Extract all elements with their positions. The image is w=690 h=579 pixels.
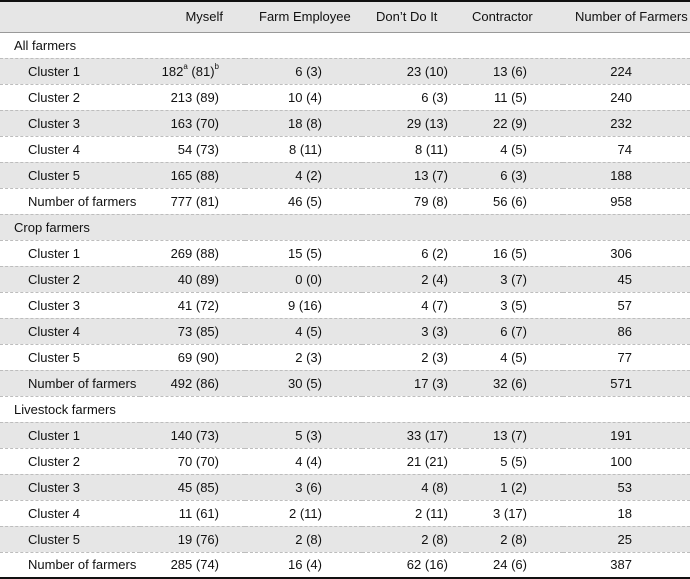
row-label: Cluster 3	[0, 110, 140, 136]
table-row	[0, 240, 690, 266]
cell-farm-employee: 4 (5)	[245, 318, 362, 344]
footnote-marker-b: b	[214, 62, 219, 72]
cell-dont-do-it: 4 (7)	[362, 292, 466, 318]
cell-dont-do-it: 33 (17)	[362, 422, 466, 448]
table-row	[0, 370, 690, 396]
cell-dont-do-it: 29 (13)	[362, 110, 466, 136]
cell-contractor: 3 (17)	[466, 500, 563, 526]
row-label: Cluster 4	[0, 136, 140, 162]
row-label: Cluster 5	[0, 162, 140, 188]
cell-myself: 165 (88)	[140, 162, 245, 188]
cell-farm-employee: 2 (8)	[245, 526, 362, 552]
cell-farm-employee: 0 (0)	[245, 266, 362, 292]
cell-dont-do-it: 3 (3)	[362, 318, 466, 344]
cell-dont-do-it: 13 (7)	[362, 162, 466, 188]
row-label: Cluster 1	[0, 58, 140, 84]
cell-number-of-farmers: 571	[563, 370, 690, 396]
cell-myself: 19 (76)	[140, 526, 245, 552]
table-body	[0, 32, 690, 578]
cell-myself: 140 (73)	[140, 422, 245, 448]
cell-contractor: 2 (8)	[466, 526, 563, 552]
cell-dont-do-it: 79 (8)	[362, 188, 466, 214]
table-row	[0, 526, 690, 552]
cell-number-of-farmers: 57	[563, 292, 690, 318]
cell-farm-employee: 46 (5)	[245, 188, 362, 214]
header-farm-employee: Farm Employee	[259, 9, 351, 25]
cell-contractor: 4 (5)	[466, 136, 563, 162]
cell-contractor: 6 (3)	[466, 162, 563, 188]
cell-dont-do-it: 6 (2)	[362, 240, 466, 266]
table-row	[0, 110, 690, 136]
cell-number-of-farmers: 86	[563, 318, 690, 344]
header-dont-do-it: Don’t Do It	[376, 9, 438, 25]
cell-farm-employee: 2 (3)	[245, 344, 362, 370]
cell-number-of-farmers: 191	[563, 422, 690, 448]
row-label: Cluster 5	[0, 526, 140, 552]
cell-farm-employee: 15 (5)	[245, 240, 362, 266]
cell-number-of-farmers: 25	[563, 526, 690, 552]
cell-contractor: 5 (5)	[466, 448, 563, 474]
table-row	[0, 448, 690, 474]
header-contractor: Contractor	[472, 9, 533, 25]
table-row	[0, 318, 690, 344]
cell-farm-employee: 16 (4)	[245, 552, 362, 578]
cell-contractor: 24 (6)	[466, 552, 563, 578]
cell-dont-do-it: 62 (16)	[362, 552, 466, 578]
cell-contractor: 32 (6)	[466, 370, 563, 396]
cell-myself: 492 (86)	[140, 370, 245, 396]
row-label: Cluster 2	[0, 84, 140, 110]
table-row	[0, 552, 690, 578]
cell-farm-employee: 2 (11)	[245, 500, 362, 526]
cell-number-of-farmers: 387	[563, 552, 690, 578]
row-label: Number of farmers	[0, 188, 140, 214]
cell-number-of-farmers: 306	[563, 240, 690, 266]
cell-myself: 285 (74)	[140, 552, 245, 578]
cell-number-of-farmers: 74	[563, 136, 690, 162]
cell-farm-employee: 3 (6)	[245, 474, 362, 500]
cell-myself: 163 (70)	[140, 110, 245, 136]
footnote-marker-a: a	[183, 62, 188, 72]
cell-contractor: 56 (6)	[466, 188, 563, 214]
cell-farm-employee: 10 (4)	[245, 84, 362, 110]
row-label: Cluster 5	[0, 344, 140, 370]
cell-number-of-farmers: 77	[563, 344, 690, 370]
cell-contractor: 1 (2)	[466, 474, 563, 500]
cell-contractor: 3 (5)	[466, 292, 563, 318]
table-row	[0, 422, 690, 448]
table-row	[0, 344, 690, 370]
row-label: Cluster 1	[0, 422, 140, 448]
cell-myself: 41 (72)	[140, 292, 245, 318]
cell-myself: 45 (85)	[140, 474, 245, 500]
cell-myself: 70 (70)	[140, 448, 245, 474]
cell-myself: 213 (89)	[140, 84, 245, 110]
cell-number-of-farmers: 18	[563, 500, 690, 526]
row-label: Cluster 2	[0, 266, 140, 292]
section-header-row	[0, 214, 690, 240]
cell-dont-do-it: 4 (8)	[362, 474, 466, 500]
cell-farm-employee: 4 (4)	[245, 448, 362, 474]
cell-myself: 73 (85)	[140, 318, 245, 344]
cell-number-of-farmers: 240	[563, 84, 690, 110]
cell-myself: 69 (90)	[140, 344, 245, 370]
cell-contractor: 22 (9)	[466, 110, 563, 136]
cell-dont-do-it: 6 (3)	[362, 84, 466, 110]
cell-percent: (81)	[191, 63, 215, 79]
row-label: Cluster 4	[0, 500, 140, 526]
table-header	[0, 1, 690, 32]
cell-dont-do-it: 21 (21)	[362, 448, 466, 474]
row-label: Cluster 2	[0, 448, 140, 474]
cell-contractor: 13 (6)	[466, 58, 563, 84]
cell-myself: 777 (81)	[140, 188, 245, 214]
table-row	[0, 58, 690, 84]
cell-farm-employee: 18 (8)	[245, 110, 362, 136]
cell-number-of-farmers: 188	[563, 162, 690, 188]
cell-dont-do-it: 2 (4)	[362, 266, 466, 292]
table-row	[0, 136, 690, 162]
table-row	[0, 162, 690, 188]
cell-contractor: 11 (5)	[466, 84, 563, 110]
cell-value: 182	[161, 63, 184, 79]
table-row	[0, 188, 690, 214]
cell-number-of-farmers: 100	[563, 448, 690, 474]
section-header-row	[0, 32, 690, 58]
cell-dont-do-it: 2 (8)	[362, 526, 466, 552]
cell-contractor: 16 (5)	[466, 240, 563, 266]
row-label: Cluster 3	[0, 474, 140, 500]
cell-farm-employee: 30 (5)	[245, 370, 362, 396]
table-row	[0, 84, 690, 110]
cell-farm-employee: 6 (3)	[245, 58, 362, 84]
cell-farm-employee: 4 (2)	[245, 162, 362, 188]
row-label: Cluster 1	[0, 240, 140, 266]
row-label: Number of farmers	[0, 552, 140, 578]
cell-dont-do-it: 2 (3)	[362, 344, 466, 370]
cell-myself: 54 (73)	[140, 136, 245, 162]
cell-dont-do-it: 2 (11)	[362, 500, 466, 526]
table-row	[0, 266, 690, 292]
cell-myself	[140, 58, 245, 84]
cell-dont-do-it: 23 (10)	[362, 58, 466, 84]
cell-number-of-farmers: 958	[563, 188, 690, 214]
header-number-of-farmers: Number of Farmers	[575, 9, 688, 25]
header-row	[0, 1, 690, 32]
section-header-row	[0, 396, 690, 422]
header-myself: Myself	[185, 9, 223, 25]
cell-contractor: 4 (5)	[466, 344, 563, 370]
cell-farm-employee: 8 (11)	[245, 136, 362, 162]
header-empty	[0, 1, 140, 32]
cell-dont-do-it: 8 (11)	[362, 136, 466, 162]
cell-farm-employee: 5 (3)	[245, 422, 362, 448]
table-row	[0, 292, 690, 318]
cell-myself: 269 (88)	[140, 240, 245, 266]
row-label: Cluster 4	[0, 318, 140, 344]
cell-farm-employee: 9 (16)	[245, 292, 362, 318]
cell-contractor: 3 (7)	[466, 266, 563, 292]
cell-contractor: 6 (7)	[466, 318, 563, 344]
cell-dont-do-it: 17 (3)	[362, 370, 466, 396]
table-row	[0, 474, 690, 500]
cell-number-of-farmers: 232	[563, 110, 690, 136]
cell-number-of-farmers: 224	[563, 58, 690, 84]
row-label: Number of farmers	[0, 370, 140, 396]
section-title: All farmers	[0, 32, 690, 58]
cell-myself: 40 (89)	[140, 266, 245, 292]
table-row	[0, 500, 690, 526]
cell-number-of-farmers: 45	[563, 266, 690, 292]
cell-myself: 11 (61)	[140, 500, 245, 526]
cell-contractor: 13 (7)	[466, 422, 563, 448]
section-title: Crop farmers	[0, 214, 690, 240]
section-title: Livestock farmers	[0, 396, 690, 422]
cell-number-of-farmers: 53	[563, 474, 690, 500]
row-label: Cluster 3	[0, 292, 140, 318]
